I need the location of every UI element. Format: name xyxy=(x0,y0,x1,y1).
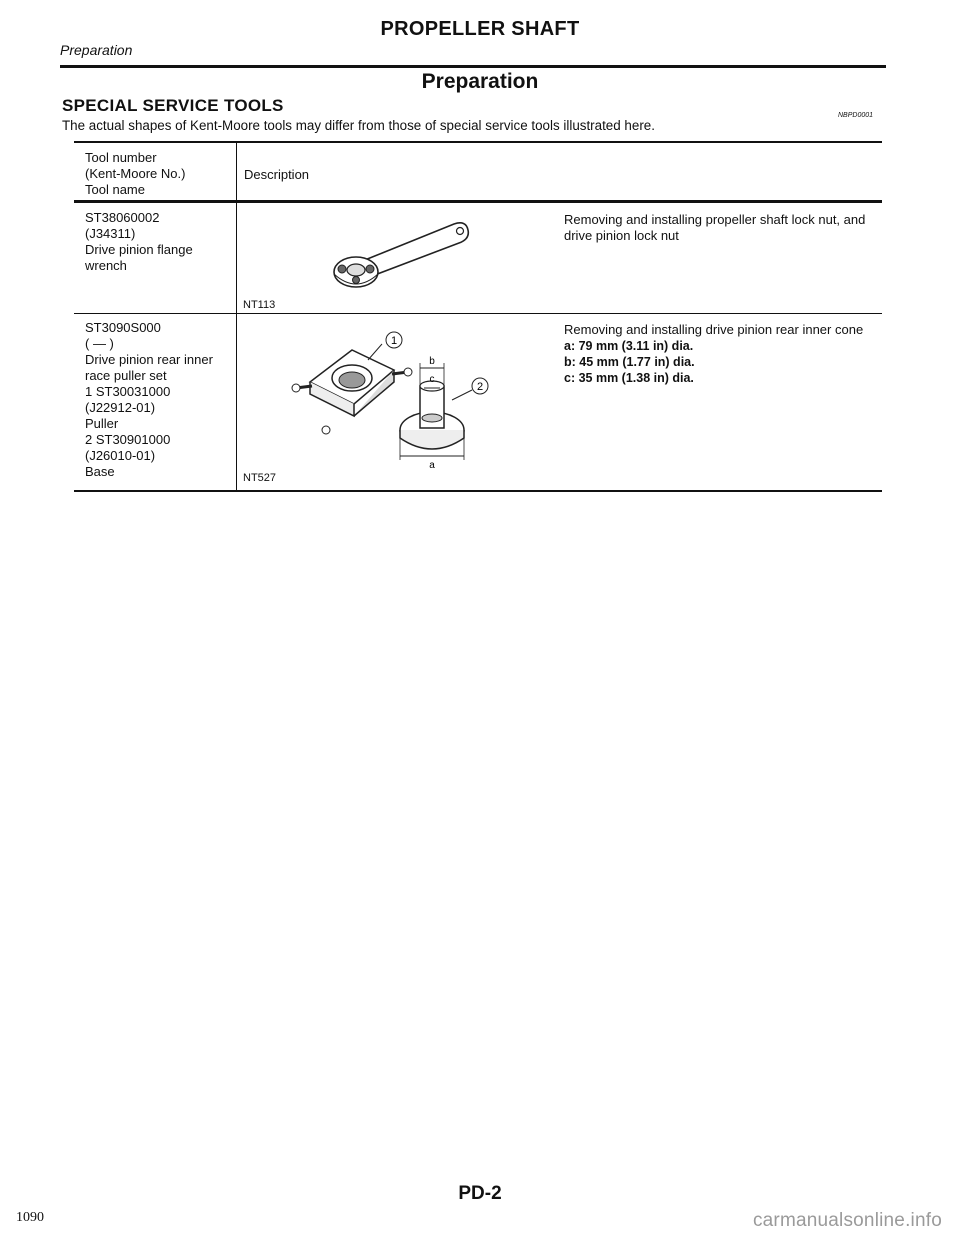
dim-label-b: b xyxy=(429,356,435,367)
tool-description: Removing and installing propeller shaft lock nut, and drive pinion lock nut xyxy=(564,212,866,243)
table-column-divider xyxy=(236,143,237,490)
header-rule xyxy=(60,65,886,68)
dim-label-c: c xyxy=(429,374,435,385)
table-header-tool: Tool number (Kent-Moore No.) Tool name xyxy=(85,150,186,197)
book-page-number: 1090 xyxy=(16,1210,44,1225)
table-header-description: Description xyxy=(244,167,310,182)
description-text: Removing and installing drive pinion rear inner cone xyxy=(564,322,864,337)
table-rule-header xyxy=(74,200,882,203)
table-rule-top xyxy=(74,141,882,143)
spec-a: a: 79 mm (3.11 in) dia. xyxy=(564,339,694,353)
intro-text: The actual shapes of Kent-Moore tools may differ from those of special service tools illustrated here. xyxy=(62,118,655,133)
callout-2: 2 xyxy=(476,381,484,393)
tool-identifier: ST3090S000 ( — ) Drive pinion rear inner race puller set 1 ST30031000 (J22912-01) Puller 2 ST30901000 (J26010-01) Base xyxy=(85,320,213,479)
spec-c: c: 35 mm (1.38 in) dia. xyxy=(564,371,694,385)
figure-code: NT113 xyxy=(243,299,276,311)
tool-description xyxy=(564,322,874,386)
figure-code: NT527 xyxy=(243,472,277,484)
subsection-title: SPECIAL SERVICE TOOLS xyxy=(62,96,284,115)
callout-1: 1 xyxy=(390,335,398,347)
watermark: carmanualsonline.info xyxy=(752,1210,942,1231)
header-title: PROPELLER SHAFT xyxy=(380,18,580,40)
header-section-label: Preparation xyxy=(60,42,133,58)
section-title: Preparation xyxy=(421,70,539,93)
reference-code: NBPD0001 xyxy=(838,112,874,119)
table-rule-bottom xyxy=(74,490,882,492)
tool-identifier: ST38060002 (J34311) Drive pinion flange wrench xyxy=(85,210,193,273)
dim-label-a: a xyxy=(429,460,435,471)
flange-wrench-illustration xyxy=(320,212,480,292)
puller-set-illustration xyxy=(282,330,502,470)
spec-b: b: 45 mm (1.77 in) dia. xyxy=(564,355,695,369)
table-rule-row xyxy=(74,313,882,314)
page-number: PD-2 xyxy=(458,1183,502,1204)
